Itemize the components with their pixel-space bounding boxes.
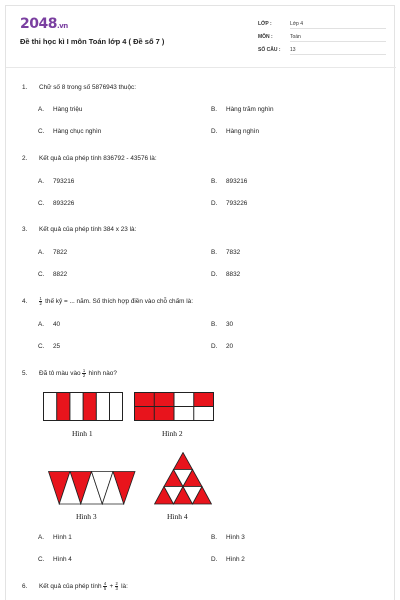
option-text: 893216 [226, 178, 248, 185]
question-text: Kết quả của phép tính 384 x 23 là: [39, 226, 137, 233]
option-text: Hình 1 [53, 534, 72, 541]
meta-value: Lớp 4 [290, 21, 386, 29]
meta-label: SỐ CÂU : [258, 47, 281, 53]
question-text: Đã tô màu vào [39, 370, 81, 378]
option-letter: B. [211, 106, 218, 113]
figure-2-grid [134, 392, 214, 422]
option-text: 8822 [53, 271, 68, 278]
meta-count [258, 47, 296, 53]
figure-1-shaded-part [57, 393, 70, 421]
option-letter: C. [38, 343, 45, 350]
fraction-denominator: 2 [82, 373, 86, 378]
option-3c[interactable] [38, 271, 67, 278]
option-letter: A. [38, 106, 45, 113]
option-1d[interactable] [211, 128, 259, 135]
logo-text: 2048 [20, 16, 57, 32]
option-text: Hàng nghìn [226, 128, 260, 135]
operator: + [109, 583, 114, 591]
option-3b[interactable] [211, 249, 240, 256]
question-1 [22, 84, 136, 91]
option-text: Hình 2 [226, 556, 245, 563]
question-number: 4. [22, 298, 28, 306]
fraction [82, 369, 85, 378]
figure-3-label: Hình 3 [76, 512, 97, 521]
option-text: 40 [53, 321, 61, 328]
option-letter: B. [211, 249, 218, 256]
question-4 [22, 297, 193, 306]
option-text: Hình 4 [53, 556, 72, 563]
question-text-after: hình nào? [88, 370, 117, 378]
question-6 [22, 582, 128, 591]
meta-value: 13 [290, 47, 386, 55]
fraction-denominator: 3 [115, 586, 118, 591]
question-number: 5. [22, 370, 28, 378]
option-text: Hàng triệu [53, 106, 83, 113]
question-text-after: là: [121, 583, 128, 591]
option-5a[interactable] [38, 534, 72, 541]
figure-4-label: Hình 4 [167, 512, 188, 521]
option-1c[interactable] [38, 128, 101, 135]
option-text: Hình 3 [226, 534, 245, 541]
figure-3-triangle-strip [48, 471, 136, 505]
figure-1-rectangle [43, 392, 123, 422]
fraction [103, 582, 106, 591]
option-text: Hàng chục nghìn [53, 128, 102, 135]
option-1a[interactable] [38, 106, 83, 113]
fraction-numerator: 4 [103, 581, 107, 586]
figure-4-triangle [154, 452, 212, 505]
question-2 [22, 155, 157, 162]
fraction-denominator: 2 [39, 301, 42, 306]
meta-label: LỚP : [258, 21, 272, 27]
question-text: Kết quả của phép tính 836792 - 43576 là: [39, 155, 157, 162]
option-2a[interactable] [38, 178, 74, 185]
option-text: 893226 [53, 200, 75, 207]
question-number: 3. [22, 226, 28, 233]
option-text: 7822 [53, 249, 68, 256]
page-title: Đề thi học kì I môn Toán lớp 4 ( Đề số 7 ) [20, 37, 165, 46]
option-letter: D. [211, 271, 218, 278]
option-letter: B. [211, 321, 218, 328]
option-letter: C. [38, 556, 45, 563]
question-text: Chữ số 8 trong số 5876943 thuộc: [39, 84, 137, 91]
option-text: 20 [226, 343, 234, 350]
option-text: Hàng trăm nghìn [226, 106, 274, 113]
option-text: 793216 [53, 178, 75, 185]
option-2d[interactable] [211, 200, 247, 207]
option-5b[interactable] [211, 534, 245, 541]
option-5d[interactable] [211, 556, 245, 563]
meta-value: Toán [290, 34, 386, 42]
fraction [115, 582, 118, 591]
figure-4-shaded-part [174, 453, 193, 470]
option-4b[interactable] [211, 321, 233, 328]
figure-1-shaded-part [83, 393, 96, 421]
option-letter: D. [211, 200, 218, 207]
option-text: 8832 [226, 271, 241, 278]
option-letter: B. [211, 534, 218, 541]
site-logo[interactable] [20, 16, 68, 32]
header-divider [6, 67, 396, 68]
option-3a[interactable] [38, 249, 67, 256]
option-2b[interactable] [211, 178, 247, 185]
option-text: 7832 [226, 249, 241, 256]
option-letter: D. [211, 556, 218, 563]
question-text: Kết quả của phép tính [39, 583, 102, 591]
option-letter: C. [38, 128, 45, 135]
option-text: 793226 [226, 200, 248, 207]
option-letter: C. [38, 200, 45, 207]
worksheet-page [5, 5, 395, 600]
question-5 [22, 369, 117, 378]
option-letter: B. [211, 178, 218, 185]
meta-label: MÔN : [258, 34, 273, 40]
question-text: thế kỷ = ... năm. Số thích hợp điền vào chỗ chấm là: [45, 298, 194, 306]
meta-subject [258, 34, 301, 40]
option-2c[interactable] [38, 200, 74, 207]
option-text: 25 [53, 343, 61, 350]
option-4a[interactable] [38, 321, 60, 328]
option-4d[interactable] [211, 343, 233, 350]
fraction-denominator: 5 [103, 586, 107, 591]
option-letter: A. [38, 534, 45, 541]
figure-1-label: Hình 1 [72, 429, 93, 438]
figure-2-shaded-part [194, 393, 214, 407]
question-3 [22, 226, 136, 233]
option-5c[interactable] [38, 556, 72, 563]
option-text: 30 [226, 321, 234, 328]
option-1b[interactable] [211, 106, 274, 113]
meta-class [258, 21, 304, 27]
fraction-numerator: 2 [115, 581, 118, 586]
logo-suffix: .vn [56, 22, 68, 30]
option-letter: A. [38, 178, 45, 185]
option-letter: A. [38, 249, 45, 256]
option-letter: D. [211, 128, 218, 135]
option-letter: A. [38, 321, 45, 328]
option-3d[interactable] [211, 271, 240, 278]
question-number: 6. [22, 583, 28, 591]
option-4c[interactable] [38, 343, 60, 350]
fraction [39, 297, 42, 306]
question-number: 2. [22, 155, 28, 162]
option-letter: D. [211, 343, 218, 350]
fraction-numerator: 1 [82, 368, 86, 373]
figure-2-label: Hình 2 [162, 429, 183, 438]
option-letter: C. [38, 271, 45, 278]
fraction-numerator: 1 [39, 296, 42, 301]
question-number: 1. [22, 84, 28, 91]
